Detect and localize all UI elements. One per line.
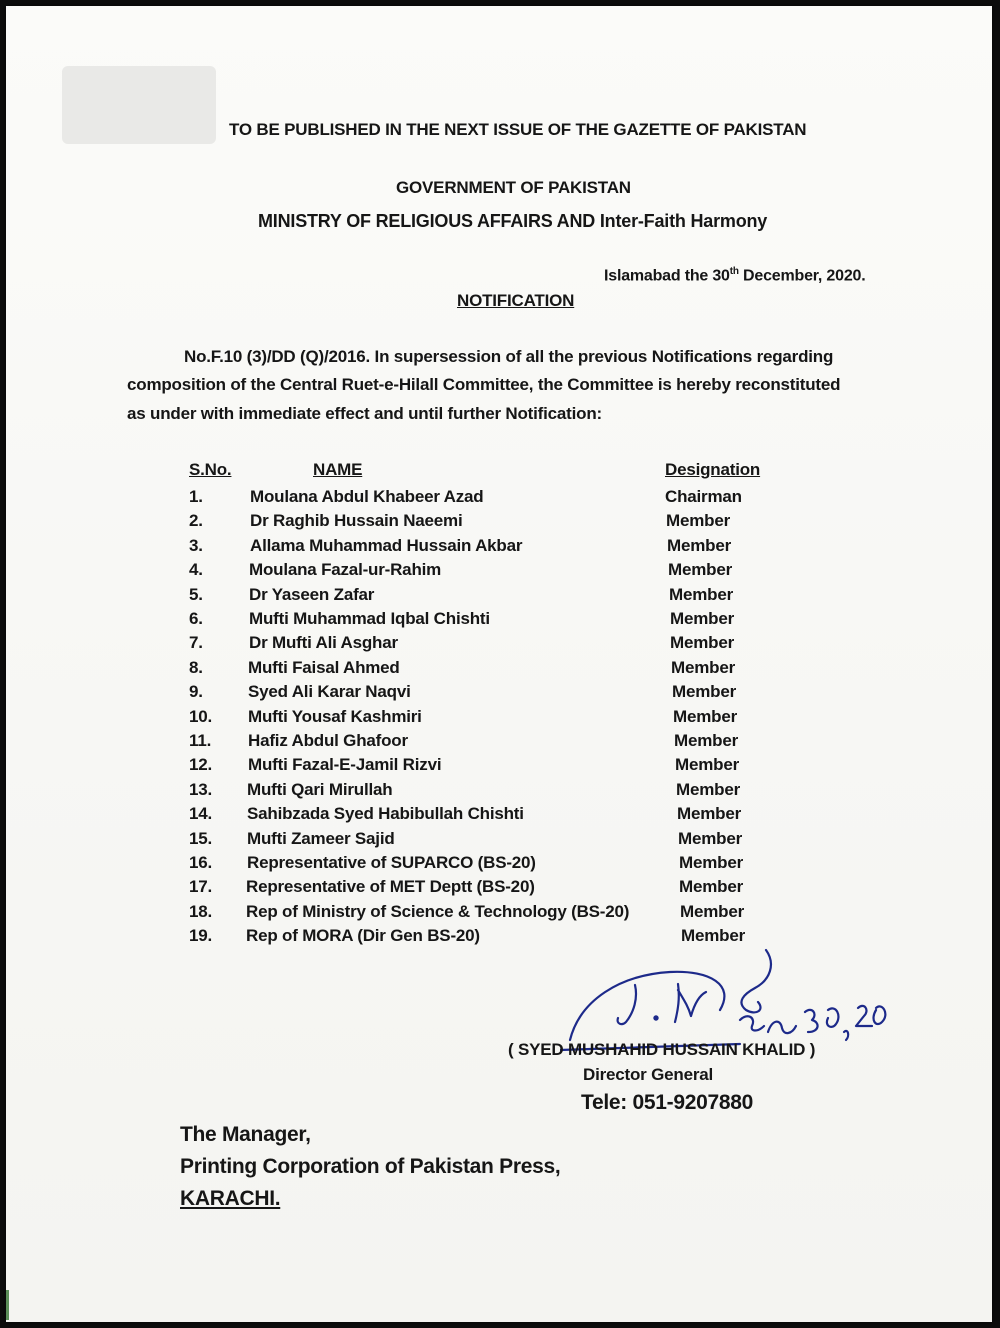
row-name: Mufti Muhammad Iqbal Chishti: [249, 609, 490, 628]
government-title: GOVERNMENT OF PAKISTAN: [396, 178, 631, 197]
row-designation: Member: [672, 682, 736, 701]
signatory-name: ( SYED MUSHAHID HUSSAIN KHALID ): [508, 1040, 816, 1059]
date-suffix: th: [729, 266, 739, 277]
row-name: Hafiz Abdul Ghafoor: [248, 731, 408, 750]
row-sno: 18.: [189, 902, 213, 921]
row-sno: 14.: [189, 804, 213, 823]
body-line-2: composition of the Central Ruet-e-Hilall Committee, the Committee is hereby reconstituted: [127, 375, 841, 394]
row-sno: 4.: [189, 560, 203, 579]
ministry-title: MINISTRY OF RELIGIOUS AFFAIRS AND Inter-Faith Harmony: [258, 211, 768, 231]
row-designation: Member: [667, 536, 731, 555]
row-designation: Member: [675, 755, 739, 774]
header-name: NAME: [313, 460, 363, 479]
row-designation: Member: [669, 585, 733, 604]
row-sno: 12.: [189, 755, 213, 774]
page-edge-mark: [6, 1290, 9, 1320]
signatory-title: Director General: [583, 1065, 714, 1084]
row-designation: Member: [668, 560, 732, 579]
date-prefix: Islamabad the 30: [604, 267, 730, 285]
row-designation: Member: [670, 633, 734, 652]
row-designation: Member: [680, 902, 744, 921]
notification-date: [604, 266, 865, 285]
row-designation: Chairman: [665, 487, 742, 506]
row-designation: Member: [677, 804, 741, 823]
row-sno: 5.: [189, 585, 203, 604]
row-sno: 10.: [189, 707, 213, 726]
row-designation: Member: [673, 707, 737, 726]
redacted-area: [62, 66, 216, 144]
row-name: Dr Yaseen Zafar: [249, 585, 375, 604]
row-name: Mufti Zameer Sajid: [247, 829, 395, 848]
row-name: Sahibzada Syed Habibullah Chishti: [247, 804, 524, 823]
row-name: Mufti Faisal Ahmed: [248, 658, 400, 677]
addressee-line-1: The Manager,: [180, 1123, 311, 1146]
document-page: [6, 6, 992, 1322]
addressee-line-3: KARACHI.: [180, 1187, 281, 1210]
row-name: Dr Mufti Ali Asghar: [249, 633, 398, 652]
row-sno: 13.: [189, 780, 213, 799]
row-name: Dr Raghib Hussain Naeemi: [250, 511, 463, 530]
row-name: Mufti Fazal-E-Jamil Rizvi: [248, 755, 442, 774]
body-line-1: No.F.10 (3)/DD (Q)/2016. In supersession of all the previous Notifications regarding: [184, 347, 834, 366]
row-sno: 3.: [189, 536, 203, 555]
row-designation: Member: [679, 877, 743, 896]
row-sno: 17.: [189, 877, 213, 896]
row-sno: 15.: [189, 829, 213, 848]
header-sno: S.No.: [189, 460, 232, 479]
body-line-3: as under with immediate effect and until further Notification:: [127, 404, 602, 423]
row-sno: 8.: [189, 658, 203, 677]
row-name: Rep of MORA (Dir Gen BS-20): [246, 926, 480, 945]
row-designation: Member: [670, 609, 734, 628]
row-sno: 9.: [189, 682, 203, 701]
gazette-header: TO BE PUBLISHED IN THE NEXT ISSUE OF THE GAZETTE OF PAKISTAN: [229, 120, 807, 139]
row-designation: Member: [671, 658, 735, 677]
row-designation: Member: [674, 731, 738, 750]
row-name: Allama Muhammad Hussain Akbar: [250, 536, 523, 555]
row-designation: Member: [679, 853, 743, 872]
row-sno: 1.: [189, 487, 203, 506]
row-sno: 6.: [189, 609, 203, 628]
row-sno: 7.: [189, 633, 203, 652]
row-sno: 2.: [189, 511, 203, 530]
signatory-tele: Tele: 051-9207880: [581, 1091, 753, 1114]
row-designation: Member: [666, 511, 730, 530]
row-name: Mufti Qari Mirullah: [247, 780, 393, 799]
addressee-line-2: Printing Corporation of Pakistan Press,: [180, 1155, 561, 1178]
row-name: Representative of SUPARCO (BS-20): [247, 853, 536, 872]
row-name: Moulana Abdul Khabeer Azad: [250, 487, 484, 506]
row-name: Moulana Fazal-ur-Rahim: [249, 560, 442, 579]
row-sno: 11.: [189, 731, 212, 750]
row-name: Syed Ali Karar Naqvi: [248, 682, 411, 701]
row-name: Rep of Ministry of Science & Technology (BS-20): [246, 902, 630, 921]
row-name: Mufti Yousaf Kashmiri: [248, 707, 422, 726]
header-designation: Designation: [665, 460, 761, 479]
date-rest: December, 2020.: [738, 267, 866, 285]
notification-title: NOTIFICATION: [457, 291, 575, 310]
row-designation: Member: [681, 926, 745, 945]
row-sno: 19.: [189, 926, 213, 945]
row-name: Representative of MET Deptt (BS-20): [246, 877, 535, 896]
row-designation: Member: [676, 780, 740, 799]
row-designation: Member: [678, 829, 742, 848]
row-sno: 16.: [189, 853, 213, 872]
